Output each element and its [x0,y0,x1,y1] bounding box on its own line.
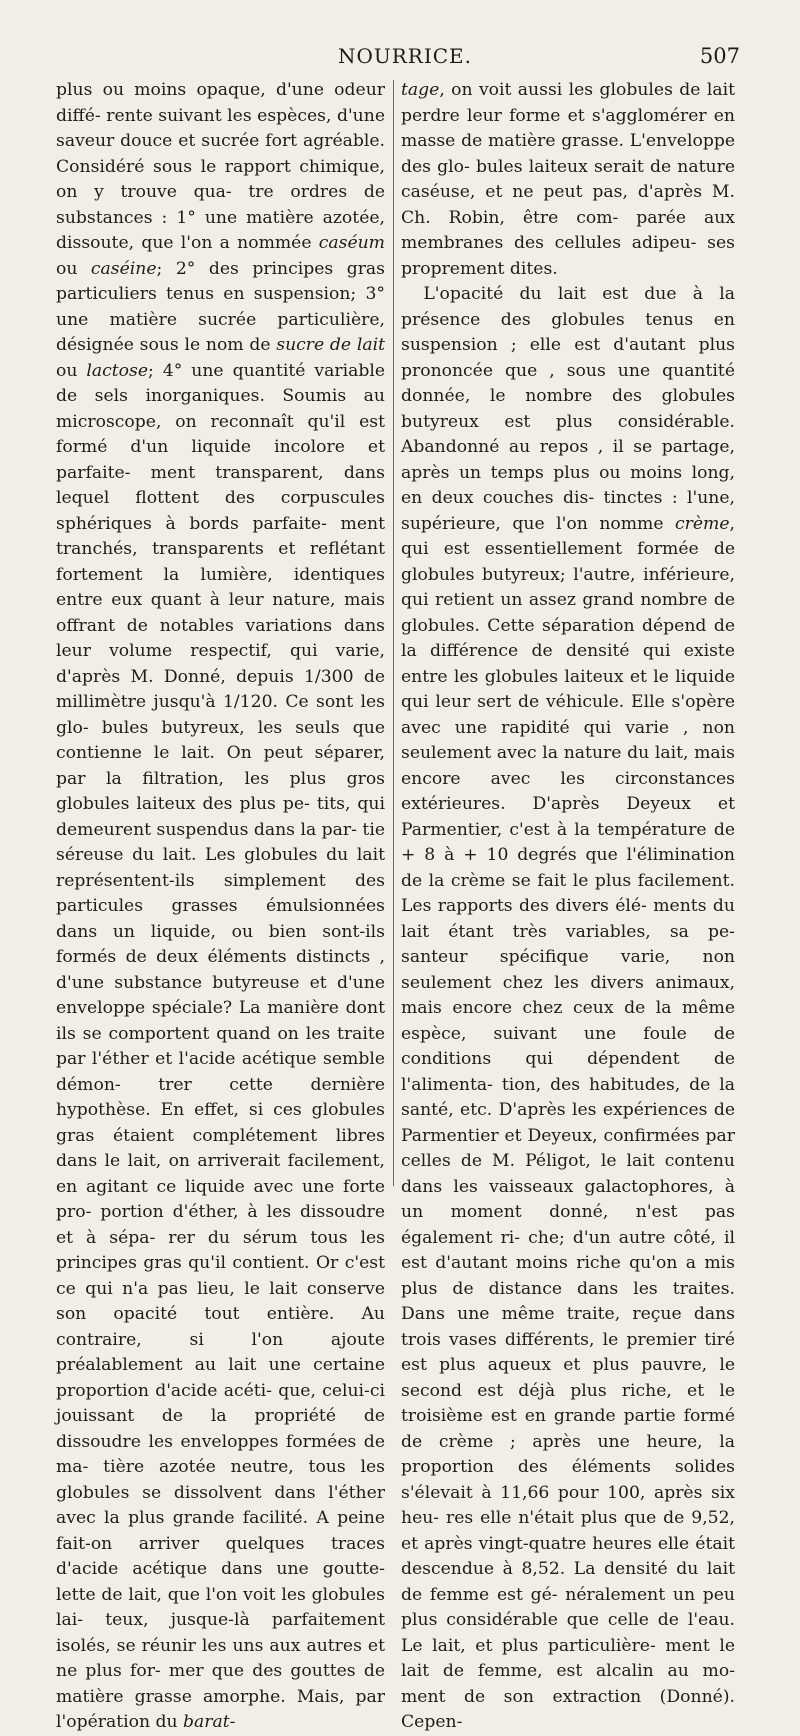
italic-term: tage [401,80,440,100]
running-head [0,44,800,74]
italic-term: caséum [318,233,385,253]
italic-term: crème [675,513,730,534]
text-run: plus ou moins opaque, d'une odeur diffé- rente suivant les espèces, d'une saveur douce et sucrée fort agréable. Considéré sous le rapport chimique, on y trouve qua- tre ordres de substances : 1° une matière azotée, dissoute, que l'on a nommée [56,80,385,253]
italic-term: barat- [183,1712,236,1732]
right-paragraph-1 [401,78,735,282]
right-paragraph-2 [401,282,735,1736]
italic-term: caséine [90,258,157,279]
text-run: L'opacité du lait est due à la présence des globules tenus en suspension ; elle est d'autant plus prononcée que , sous une quantité donnée, le nombre des globules butyreux est plus considérable. Abandonné au repos , il se partage, après un temps plus ou moins long, en deux couches dis- tinctes : l'une, supérieure, que l'on nomme [401,284,735,534]
text-run: ; 2° des principes gras particuliers tenus en suspension; 3° une matière sucrée particulière, désignée sous le nom de [56,258,385,355]
text-run: , on voit aussi les globules de lait perdre leur forme et s'agglomérer en masse de matière grasse. L'enveloppe des glo- bules laiteux serait de nature caséuse, et ne peut pas, d'après M. Ch. Robin, être com- parée aux membranes des cellules adipeu- ses proprement dites. [401,80,735,279]
text-run: , qui est essentiellement formée de globules butyreux; l'autre, inférieure, qui retient un assez grand nombre de globules. Cette séparation dépend de la différence de densité qui existe entre les globules laiteux et le liquide qui leur sert de véhicule. Elle s'opère avec une rapidité qui varie , non seulement avec la nature du lait, mais encore avec les circonstances extérieures. D'après Deyeux et Parmentier, c'est à la température de + 8 à + 10 degrés que l'élimination de la crème se fait le plus facilement. Les rapports des divers élé- ments du lait étant très variables, sa pe- santeur spécifique varie, non seulement chez les divers animaux, mais encore chez ceux de la même espèce, suivant une foule de conditions qui dépendent de l'alimenta- tion, des habitudes, de la santé, etc. D'après les expériences de Parmentier et Deyeux, confirmées par celles de M. Péligot, le lait contenu dans les vaisseaux galactophores, à un moment donné, n'est pas également ri- che; d'un autre côté, il est d'autant moins riche qu'on a mis plus de distance dans les traites. Dans une même traite, reçue dans trois vases différents, le premier tiré est plus aqueux et plus pauvre, le second est déjà plus riche, et le troisième est en grande partie formé de crème ; après une heure, la proportion des éléments solides s'élevait à 11,66 pour 100, après six heu- res elle n'était plus que de 9,52, et après vingt-quatre heures elle était descendue à 8,52. La densité du lait de femme est gé- néralement un peu plus considérable que celle de l'eau. Le lait, et plus particulière- ment le lait de femme, est alcalin au mo- ment de son extraction (Donné). Cepen- [401,513,735,1732]
right-column [401,78,735,1736]
left-paragraph [56,78,385,1736]
column-divider [393,80,394,1186]
text-run: ou [56,360,78,381]
italic-term: sucre de lait [276,335,385,355]
page-number: 507 [699,44,740,68]
text-run: ou [56,258,78,279]
left-column [56,78,385,1736]
page-title: NOURRICE. [337,44,473,68]
text-run: ; 4° une quantité variable de sels inorganiques. Soumis au microscope, on reconnaît qu'il est formé d'un liquide incolore et parfaite- ment transparent, dans lequel flottent des corpuscules sphériques à bords parfaite- ment tranchés, transparents et reflétant fortement la lumière, identiques entre eux quant à leur nature, mais offrant de notables variations dans leur volume respectif, qui varie, d'après M. Donné, depuis 1/300 de millimètre jusqu'à 1/120. Ce sont les glo- bules butyreux, les seuls que contienne le lait. On peut séparer, par la filtration, les plus gros globules laiteux des plus pe- tits, qui demeurent suspendus dans la par- tie séreuse du lait. Les globules du lait représentent-ils simplement des particules grasses émulsionnées dans un liquide, ou bien sont-ils formés de deux éléments distincts , d'une substance butyreuse et d'une enveloppe spéciale? La manière dont ils se comportent quand on les traite par l'éther et l'acide acétique semble démon- trer cette dernière hypothèse. En effet, si ces globules gras étaient complétement libres dans le lait, on arriverait facilement, en agitant ce liquide avec une forte pro- portion d'éther, à les dissoudre et à sépa- rer du sérum tous les principes gras qu'il contient. Or c'est ce qui n'a pas lieu, le lait conserve son opacité tout entière. Au contraire, si l'on ajoute préalablement au lait une certaine proportion d'acide acéti- que, celui-ci jouissant de la propriété de dissoudre les enveloppes formées de ma- tière azotée neutre, tous les globules se dissolvent dans l'éther avec la plus grande facilité. A peine fait-on arriver quelques traces d'acide acétique dans une goutte- lette de lait, que l'on voit les globules lai- teux, jusque-là parfaitement isolés, se réunir les uns aux autres et ne plus for- mer que des gouttes de matière grasse amorphe. Mais, par l'opération du [56,360,385,1732]
italic-term: lactose [86,360,149,381]
